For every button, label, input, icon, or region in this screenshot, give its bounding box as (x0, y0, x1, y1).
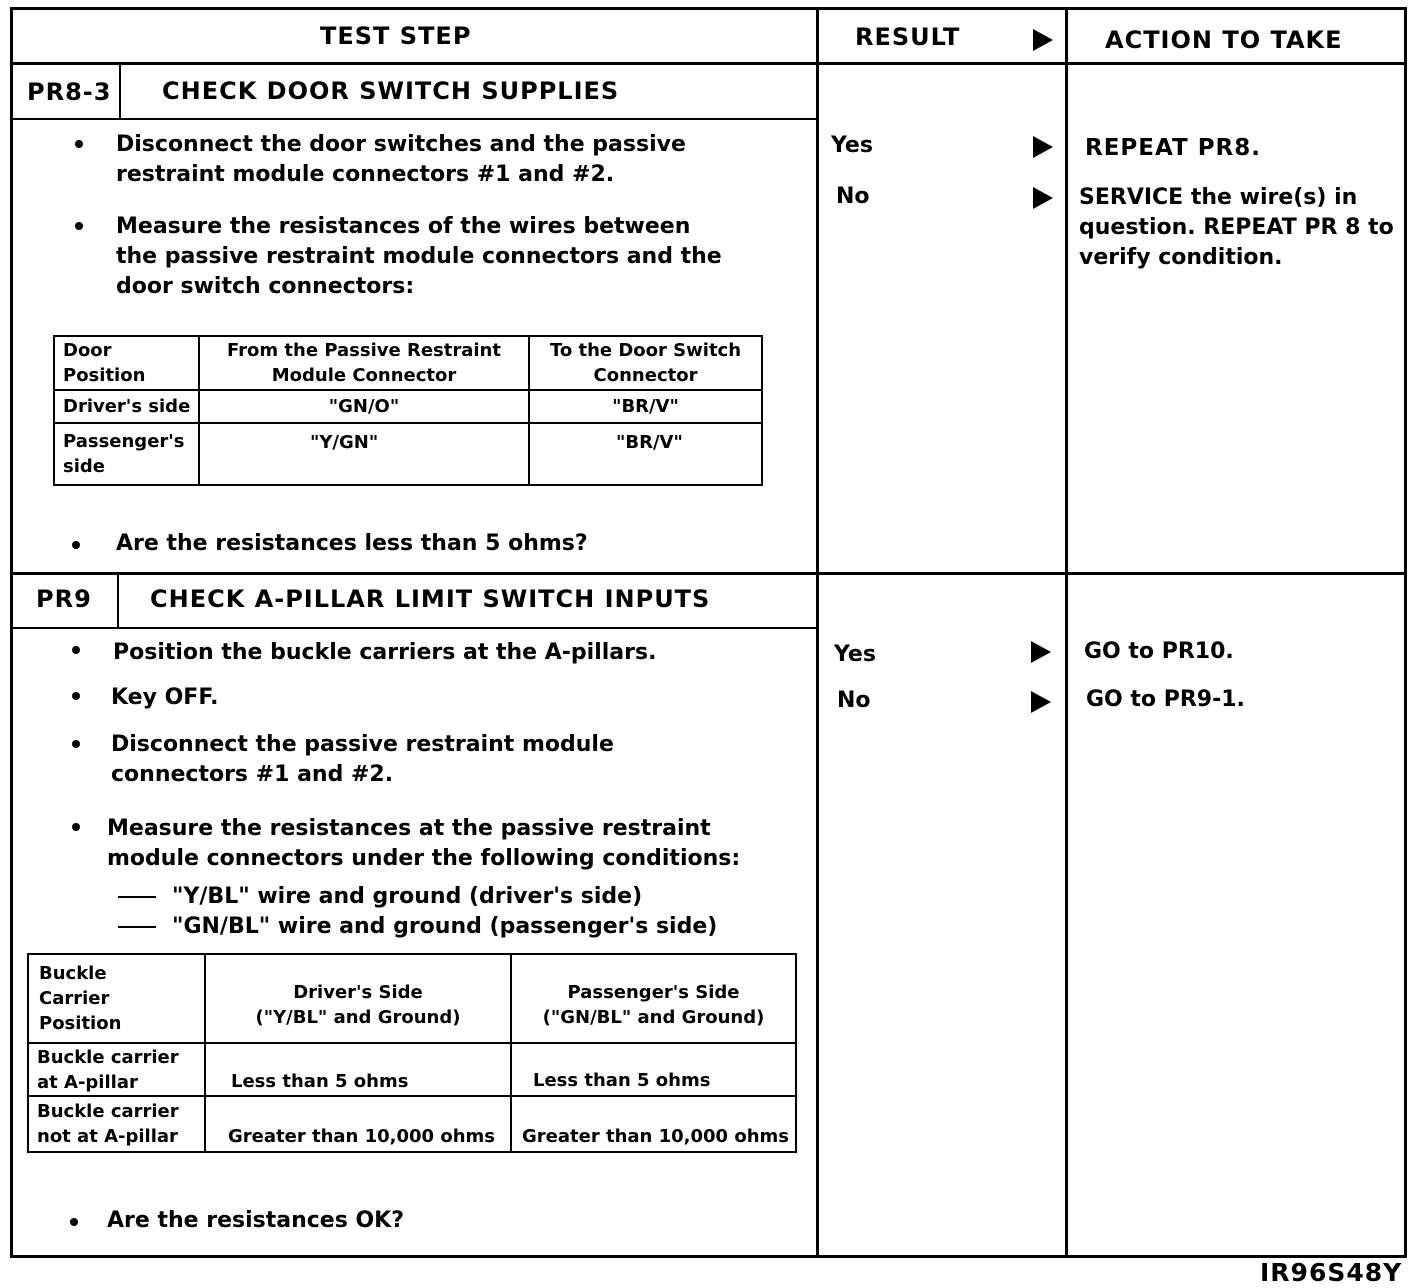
pr9-code: PR9 (36, 585, 92, 613)
pr83-question: Are the resistances less than 5 ohms? (116, 531, 588, 556)
header-arrow-icon (1033, 29, 1053, 51)
pr83-no-action: SERVICE the wire(s) in question. REPEAT PR 8 to verify condition. (1079, 185, 1394, 270)
pr9-code-divider (117, 573, 119, 628)
pr9-step4: Measure the resistances at the passive restraint module connectors under the following conditions: (107, 816, 741, 871)
section-divider (10, 572, 1407, 575)
bullet-icon (72, 740, 80, 748)
pr9-no-action: GO to PR9-1. (1086, 687, 1245, 712)
pr9-r2-c1: Buckle carrier not at A-pillar (37, 1101, 179, 1147)
result-arrow-icon (1033, 187, 1053, 209)
frame-top (10, 7, 1407, 10)
pr9-step2: Key OFF. (111, 685, 219, 710)
pr83-title-underline (10, 118, 818, 120)
frame-bottom (10, 1255, 1407, 1258)
pr9-question: Are the resistances OK? (107, 1208, 404, 1233)
frame-right (1404, 7, 1407, 1258)
bullet-icon (75, 140, 83, 148)
pr9-r2-c3: Greater than 10,000 ohms (522, 1126, 789, 1147)
pr9-th-passenger: Passenger's Side ("GN/BL" and Ground) (542, 982, 765, 1028)
pr83-r1-c2: "GN/O" (328, 396, 400, 417)
figure-id: IR96S48Y (1260, 1258, 1403, 1287)
col-divider-1 (816, 7, 819, 1258)
bullet-icon (72, 692, 80, 700)
pr83-r1-c3: "BR/V" (612, 396, 679, 417)
header-test-step: TEST STEP (320, 22, 472, 50)
pr83-title: CHECK DOOR SWITCH SUPPLIES (162, 77, 620, 105)
pr83-step1: Disconnect the door switches and the passive restraint module connectors #1 and #2. (116, 132, 686, 187)
header-result: RESULT (855, 23, 961, 51)
pr83-yes-action: REPEAT PR8. (1085, 135, 1262, 161)
bullet-icon (72, 541, 80, 549)
frame-left (10, 7, 13, 1258)
pr9-cond2: "GN/BL" wire and ground (passenger's side) (172, 914, 718, 939)
pr83-yes: Yes (831, 133, 873, 158)
bullet-icon (70, 1218, 78, 1226)
bullet-icon (72, 646, 80, 654)
pr9-r1-c3: Less than 5 ohms (533, 1070, 711, 1091)
pr83-th-to: To the Door Switch Connector (549, 340, 742, 386)
bullet-icon (72, 823, 80, 831)
result-arrow-icon (1031, 691, 1051, 713)
pr83-r2-c3: "BR/V" (616, 432, 683, 453)
pr9-th-position: Buckle Carrier Position (39, 963, 122, 1034)
pr83-step2: Measure the resistances of the wires between the passive restraint module connectors and the door switch connectors: (116, 214, 722, 299)
pr83-r2-c2: "Y/GN" (310, 432, 379, 453)
pr83-no: No (836, 184, 870, 209)
pr9-yes-action: GO to PR10. (1084, 639, 1234, 664)
pr9-cond1: "Y/BL" wire and ground (driver's side) (172, 884, 643, 909)
pr83-th-from: From the Passive Restraint Module Connector (227, 340, 501, 386)
dash-icon (118, 896, 156, 898)
pr9-th-driver: Driver's Side ("Y/BL" and Ground) (255, 982, 461, 1028)
result-arrow-icon (1031, 641, 1051, 663)
pr83-th-door: Door Position (63, 340, 146, 386)
pr9-step3: Disconnect the passive restraint module connectors #1 and #2. (111, 732, 614, 787)
pr83-code: PR8-3 (27, 78, 112, 106)
pr9-yes: Yes (834, 642, 876, 667)
pr9-no: No (837, 688, 871, 713)
col-divider-2 (1065, 7, 1068, 1258)
pr9-step1: Position the buckle carriers at the A-pillars. (113, 640, 657, 665)
pr9-title: CHECK A-PILLAR LIMIT SWITCH INPUTS (150, 585, 711, 613)
dash-icon (118, 926, 156, 928)
pr83-code-divider (119, 63, 121, 119)
pr9-r1-c1: Buckle carrier at A-pillar (37, 1046, 179, 1093)
header-divider (10, 62, 1407, 65)
result-arrow-icon (1033, 136, 1053, 158)
pr9-title-underline (10, 627, 818, 629)
pr9-r1-c2: Less than 5 ohms (231, 1071, 409, 1092)
pr9-r2-c2: Greater than 10,000 ohms (228, 1126, 495, 1147)
pr83-r2-c1: Passenger's side (63, 431, 185, 477)
header-action: ACTION TO TAKE (1105, 26, 1343, 54)
bullet-icon (75, 222, 83, 230)
pr83-r1-c1: Driver's side (63, 396, 191, 417)
